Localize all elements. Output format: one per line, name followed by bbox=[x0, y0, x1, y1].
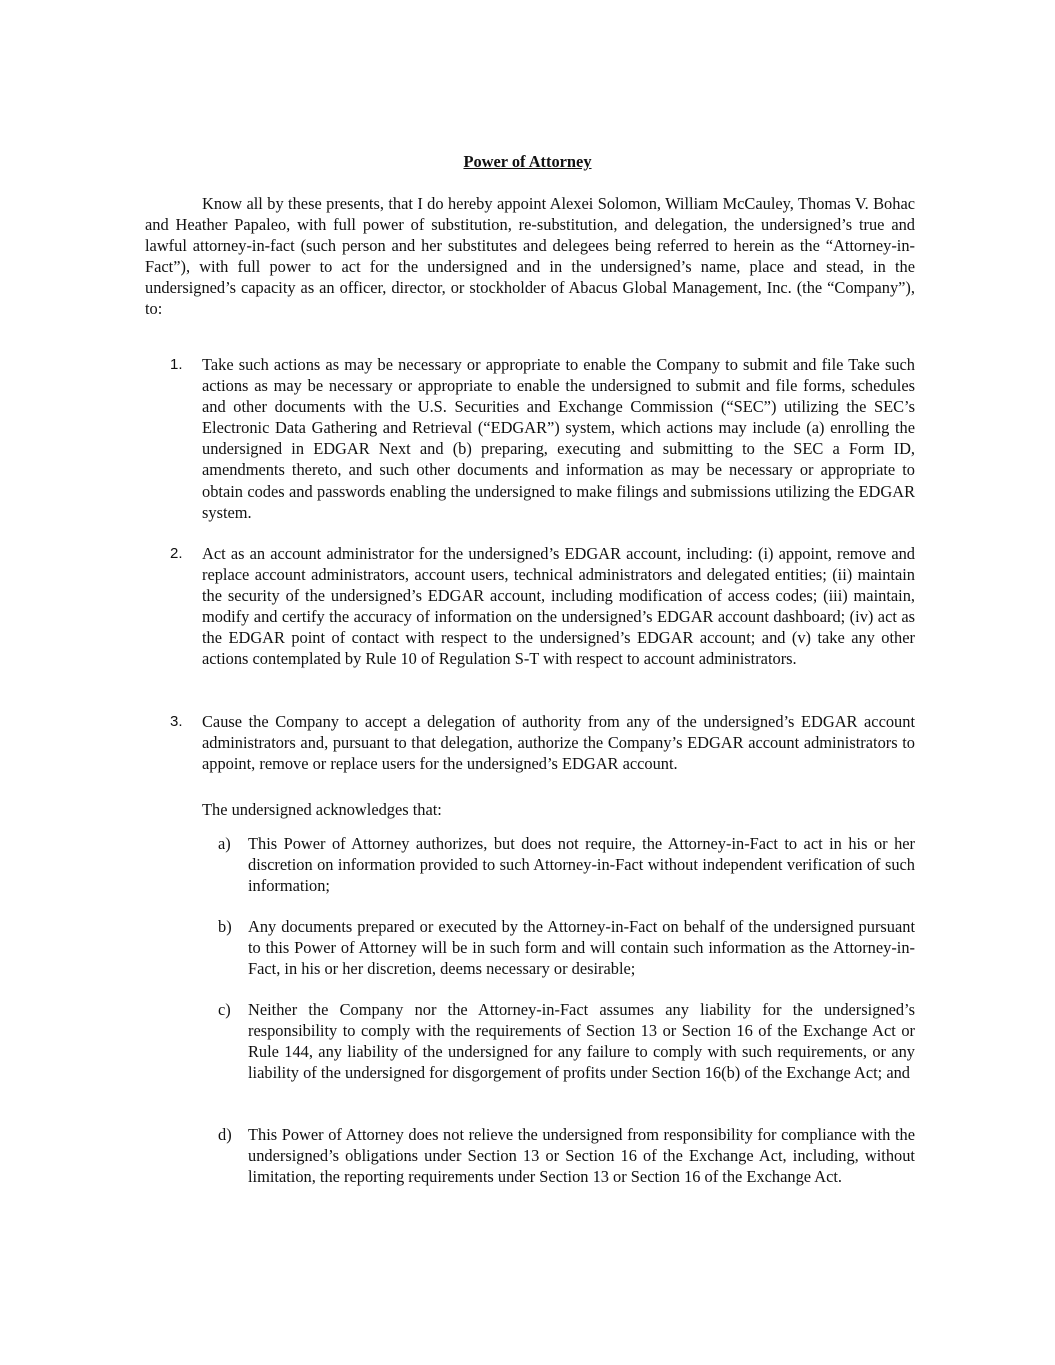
item-number: 1. bbox=[170, 356, 183, 373]
item-number: 2. bbox=[170, 545, 183, 562]
acknowledgement-intro: The undersigned acknowledges that: bbox=[202, 800, 442, 819]
numbered-item-1 bbox=[145, 354, 915, 523]
item-letter: d) bbox=[218, 1125, 232, 1144]
intro-paragraph: Know all by these presents, that I do hereby appoint Alexei Solomon, William McCauley, Thomas V. Bohac and Heather Papaleo, with full power of substitution, re-substitution, and delegation, the undersigned’s true and lawful attorney-in-fact (such person and her substitutes and delegees being referred to herein as the “Attorney-in-Fact”), with full power to act for the undersigned and in the undersigned’s name, place and stead, in the undersigned’s capacity as an officer, director, or stockholder of Abacus Global Management, Inc. (the “Company”), to: bbox=[145, 194, 915, 319]
item-text: Cause the Company to accept a delegation of authority from any of the undersigned’s EDGAR account administrators and, pursuant to that delegation, authorize the Company’s EDGAR account administrators to appoint, remove or replace users for the undersigned’s EDGAR account. bbox=[202, 712, 915, 774]
item-text: This Power of Attorney does not relieve the undersigned from responsibility for compliance with the undersigned’s obligations under Section 13 or Section 16 of the Exchange Act, including, without limitation, the reporting requirements under Section 13 or Section 16 of the Exchange Act. bbox=[248, 1125, 915, 1187]
item-text: Any documents prepared or executed by the Attorney-in-Fact on behalf of the undersigned pursuant to this Power of Attorney will be in such form and will contain such information as the Attorney-in-Fact, in his or her discretion, deems necessary or desirable; bbox=[248, 917, 915, 979]
item-text: This Power of Attorney authorizes, but does not require, the Attorney-in-Fact to act in his or her discretion on information provided to such Attorney-in-Fact without independent verification of such information; bbox=[248, 834, 915, 896]
document-title: Power of Attorney bbox=[463, 152, 592, 171]
numbered-item-2 bbox=[145, 543, 915, 670]
item-letter: c) bbox=[218, 1000, 231, 1019]
lettered-item-c bbox=[145, 999, 915, 1083]
lettered-item-a bbox=[145, 833, 915, 896]
item-number: 3. bbox=[170, 713, 183, 730]
item-letter: b) bbox=[218, 917, 232, 936]
item-text: Neither the Company nor the Attorney-in-Fact assumes any liability for the undersigned’s responsibility to comply with the requirements of Section 13 or Section 16 of the Exchange Act or Rule 144, any liability of the undersigned for any failure to comply with such requirements, or any liability of the undersigned for disgorgement of profits under Section 16(b) of the Exchange Act; and bbox=[248, 1000, 915, 1083]
numbered-item-3 bbox=[145, 711, 915, 774]
item-text: Act as an account administrator for the undersigned’s EDGAR account, including: (i) appoint, remove and replace account administrators, account users, technical administrators and delegated entities; (ii) maintain the security of the undersigned’s EDGAR account, including modification of access codes; (iii) maintain, modify and certify the accuracy of information on the undersigned’s EDGAR account dashboard; (iv) act as the EDGAR point of contact with respect to the undersigned’s EDGAR account; and (v) take any other actions contemplated by Rule 10 of Regulation S-T with respect to account administrators. bbox=[202, 544, 915, 669]
item-text: Take such actions as may be necessary or appropriate to enable the Company to submit and file Take such actions as may be necessary or appropriate to enable the undersigned to submit and file forms, schedules and other documents with the U.S. Securities and Exchange Commission (“SEC”) utilizing the SEC’s Electronic Data Gathering and Retrieval (“EDGAR”) system, which actions may include (a) enrolling the undersigned in EDGAR Next and (b) preparing, executing and submitting to the SEC a Form ID, amendments thereto, and such other documents and information as may be necessary or appropriate to obtain codes and passwords enabling the undersigned to make filings and submissions utilizing the EDGAR system. bbox=[202, 355, 915, 522]
lettered-item-b bbox=[145, 916, 915, 979]
lettered-item-d bbox=[145, 1124, 915, 1187]
item-letter: a) bbox=[218, 834, 231, 853]
